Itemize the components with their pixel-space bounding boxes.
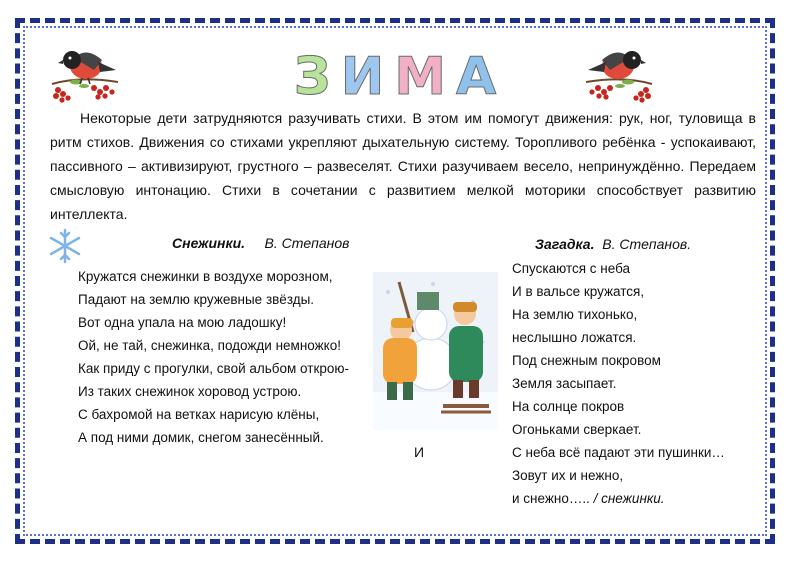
riddle-answer: / снежинки. bbox=[593, 491, 665, 506]
poem-line: Как приду с прогулки, свой альбом открою- bbox=[78, 361, 349, 376]
title-letter: И bbox=[340, 47, 395, 107]
poem-line: Земля засыпает. bbox=[512, 376, 617, 391]
poem2-heading bbox=[535, 236, 691, 252]
poem-line: С бахромой на ветках нарисую клёны, bbox=[78, 407, 320, 422]
poem2-author: В. Степанов. bbox=[602, 236, 692, 252]
poem-line: Спускаются с неба bbox=[512, 261, 631, 276]
poem-line: На землю тихонько, bbox=[512, 307, 638, 322]
poem-line: И в вальсе кружатся, bbox=[512, 284, 645, 299]
poem-line: Огоньками сверкает. bbox=[512, 422, 642, 437]
poem-line: А под ними домик, снегом занесённый. bbox=[78, 430, 324, 445]
poem-line: На солнце покров bbox=[512, 399, 625, 414]
poem-line: Падают на землю кружевные звёзды. bbox=[78, 292, 315, 307]
poem-line: Вот одна упала на мою ладошку! bbox=[78, 315, 287, 330]
poem-line: неслышно ложатся. bbox=[512, 330, 637, 345]
title-letter: М bbox=[394, 47, 456, 107]
poem-line: Ой, не тай, снежинка, подожди немножко! bbox=[78, 338, 341, 353]
stray-letter: И bbox=[414, 444, 425, 460]
poem1-title: Снежинки. bbox=[172, 235, 246, 251]
poem-line: Из таких снежинок хоровод устрою. bbox=[78, 384, 302, 399]
title-letter: А bbox=[455, 47, 507, 107]
poem1-body bbox=[78, 265, 349, 449]
poem1-heading bbox=[172, 235, 349, 251]
poem2-body bbox=[512, 257, 725, 510]
poem-line: Кружатся снежинки в воздухе морозном, bbox=[78, 269, 333, 284]
intro-paragraph bbox=[50, 106, 756, 226]
poem-line: С неба всё падают эти пушинки… bbox=[512, 445, 725, 460]
poem-line: Под снежным покровом bbox=[512, 353, 661, 368]
intro-text: Некоторые дети затрудняются разучивать стихи. В этом им помогут движения: рук, ног, туловища в ритм стихов. Движения со стихами укрепляют дыхательную систему. Торопливого ребёнка - успокаивают, пассивного – активизируют, грустного – развеселят. Стихи разучиваем весело, непринуждённо. Передаем смысловую интонацию. Стихи в сочетании с развитием мелкой моторики способствует развитию интеллекта. bbox=[50, 110, 756, 222]
page-title bbox=[0, 47, 800, 107]
snowflake-icon bbox=[47, 228, 83, 264]
poem1-author: В. Степанов bbox=[264, 235, 350, 251]
poem-line-text: и снежно….. bbox=[512, 491, 594, 506]
poem2-title: Загадка. bbox=[535, 236, 595, 252]
children-snowman-illustration bbox=[373, 272, 498, 430]
title-letter: З bbox=[293, 47, 341, 107]
poem-line bbox=[512, 487, 725, 510]
poem-line: Зовут их и нежно, bbox=[512, 468, 624, 483]
